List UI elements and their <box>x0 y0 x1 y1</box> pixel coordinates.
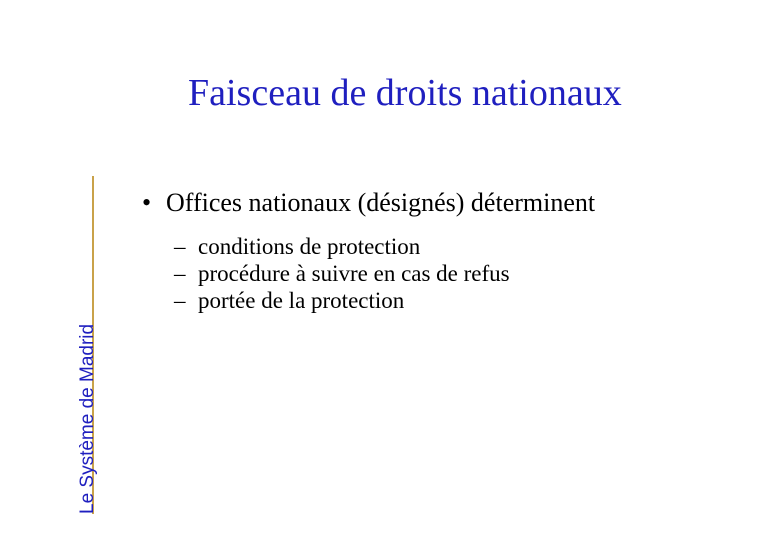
slide-title: Faisceau de droits nationaux <box>188 72 622 114</box>
sub-bullet-text: procédure à suivre en cas de refus <box>198 261 510 286</box>
sub-bullet-text: portée de la protection <box>198 288 405 313</box>
main-bullet-text: Offices nationaux (désignés) déterminent <box>166 188 596 217</box>
dash-icon: – <box>174 261 186 286</box>
dash-icon: – <box>174 288 186 313</box>
sub-bullet-list <box>174 234 510 315</box>
main-bullet <box>142 190 595 216</box>
sub-bullet-item <box>174 261 510 287</box>
sub-bullet-item <box>174 288 510 314</box>
dash-icon: – <box>174 234 186 259</box>
sub-bullet-text: conditions de protection <box>198 234 421 259</box>
sub-bullet-item <box>174 234 510 260</box>
bullet-icon: • <box>142 188 152 217</box>
side-label: Le Système de Madrid <box>77 323 98 514</box>
